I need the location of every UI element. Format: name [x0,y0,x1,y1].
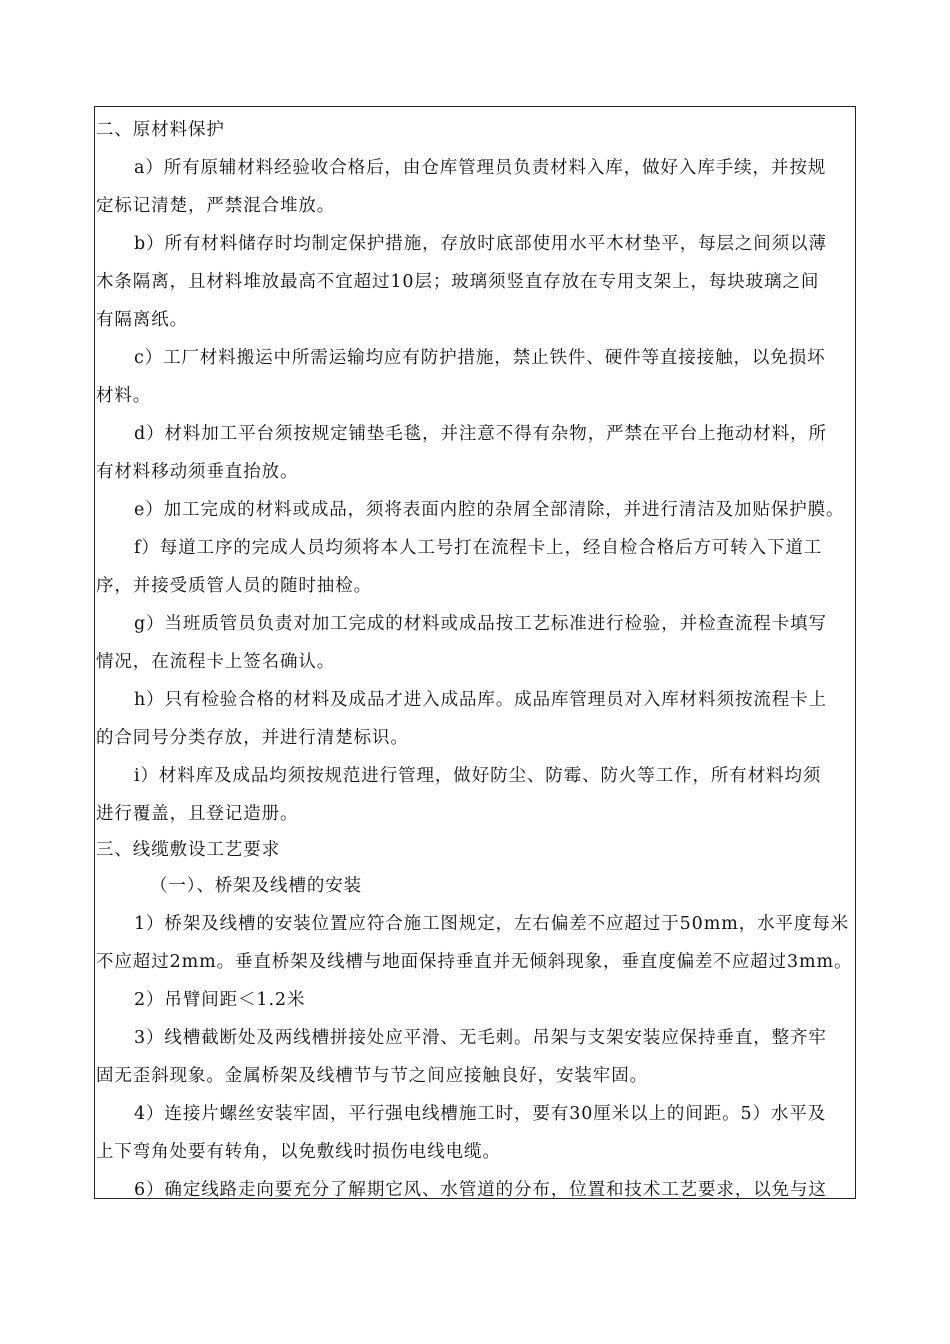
section-heading: 二、原材料保护 [96,120,225,140]
paragraph-line: 的合同号分类存放，并进行清楚标识。 [96,728,409,748]
paragraph-line: 定标记清楚，严禁混合堆放。 [96,196,336,216]
paragraph-line: 1）桥架及线槽的安装位置应符合施工图规定，左右偏差不应超过于50mm，水平度每米 [134,914,850,934]
paragraph-line: c）工厂材料搬运中所需运输均应有防护措施，禁止铁件、硬件等直接接触，以免损坏 [134,348,826,368]
document-table-cell [94,106,856,1199]
paragraph-line: 进行覆盖，且登记造册。 [96,804,299,824]
paragraph-line: 3）线槽截断处及两线槽拼接处应平滑、无毛刺。吊架与支架安装应保持垂直，整齐牢 [134,1028,827,1048]
paragraph-line: 4）连接片螺丝安装牢固，平行强电线槽施工时，要有30厘米以上的间距。5）水平及 [134,1104,827,1124]
paragraph-line: 有材料移动须垂直抬放。 [96,462,299,482]
paragraph-line: h）只有检验合格的材料及成品才进入成品库。成品库管理员对入库材料须按流程卡上 [134,690,827,710]
paragraph-line: 情况，在流程卡上签名确认。 [96,652,336,672]
subsection-heading: （一）、桥架及线槽的安装 [150,876,363,896]
paragraph-line: 上下弯角处要有转角，以免敷线时损伤电线电缆。 [96,1142,501,1162]
paragraph-line: 6）确定线路走向要充分了解期它风、水管道的分布，位置和技术工艺要求，以免与这 [134,1180,827,1199]
paragraph-line: 木条隔离，且材料堆放最高不宜超过10层；玻璃须竖直存放在专用支架上，每块玻璃之间 [96,272,820,292]
paragraph-line: a）所有原辅材料经验收合格后，由仓库管理员负责材料入库，做好入库手续，并按规 [134,158,827,178]
paragraph-line: b）所有材料储存时均制定保护措施，存放时底部使用水平木材垫平，每层之间须以薄 [134,234,827,254]
paragraph-line: f）每道工序的完成人员均须将本人工号打在流程卡上，经自检合格后方可转入下道工 [134,538,823,558]
paragraph-line: i）材料库及成品均须按规范进行管理，做好防尘、防霉、防火等工作，所有材料均须 [134,766,822,786]
paragraph-line: 固无歪斜现象。金属桥架及线槽节与节之间应接触良好，安装牢固。 [96,1066,648,1086]
paragraph-line: g）当班质管员负责对加工完成的材料或成品按工艺标准进行检验，并检查流程卡填写 [134,614,827,634]
paragraph-line: 2）吊臂间距＜1.2米 [134,990,306,1010]
paragraph-line: e）加工完成的材料或成品，须将表面内腔的杂屑全部清除，并进行清洁及加贴保护膜。 [134,500,845,520]
paragraph-line: d）材料加工平台须按规定铺垫毛毯，并注意不得有杂物，严禁在平台上拖动材料，所 [134,424,827,444]
paragraph-line: 材料。 [96,386,152,406]
section-heading: 三、线缆敷设工艺要求 [96,840,280,860]
paragraph-line: 序，并接受质管人员的随时抽检。 [96,576,372,596]
paragraph-line: 有隔离纸。 [96,310,188,330]
paragraph-line: 不应超过2mm。垂直桥架及线槽与地面保持垂直并无倾斜现象，垂直度偏差不应超过3mm。 [96,952,853,972]
